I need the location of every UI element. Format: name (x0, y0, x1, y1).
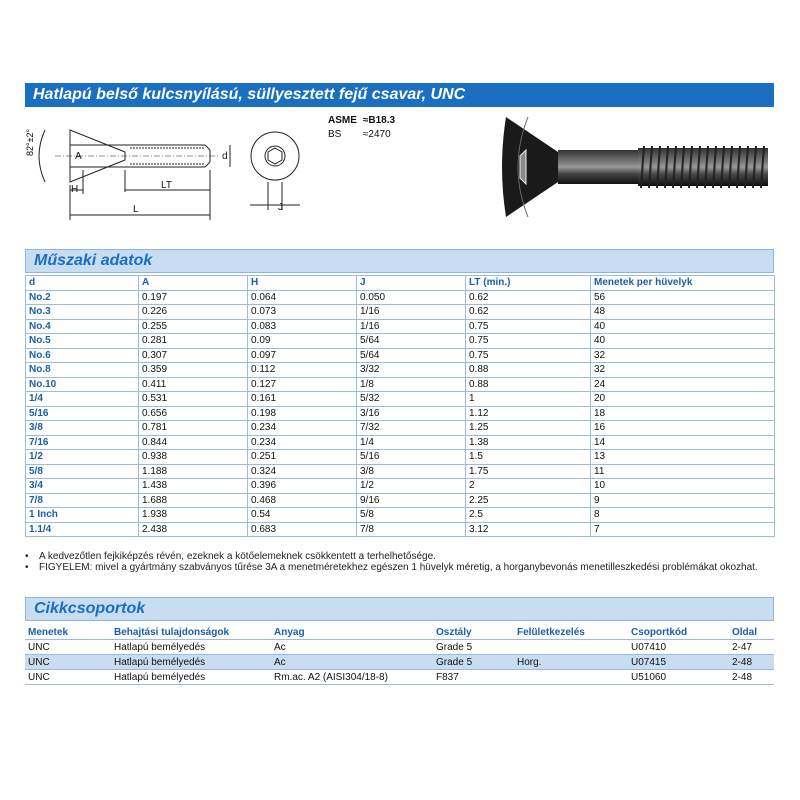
label-d: d (222, 151, 228, 162)
groups-body (25, 640, 774, 685)
group-cell: Hatlapú bemélyedés (111, 670, 271, 685)
tech-header-row (26, 276, 775, 291)
table-row (26, 305, 775, 320)
table-cell: 1/16 (357, 319, 466, 334)
table-row (26, 435, 775, 450)
table-cell: 1/4 (357, 435, 466, 450)
table-cell: 0.938 (139, 450, 248, 465)
table-cell: 0.307 (139, 348, 248, 363)
table-cell: 0.064 (248, 290, 357, 305)
table-cell: No.4 (26, 319, 139, 334)
table-cell: 0.234 (248, 421, 357, 436)
table-row (26, 348, 775, 363)
col-anyag: Anyag (271, 625, 433, 640)
table-cell: 32 (591, 363, 775, 378)
group-cell: Horg. (514, 655, 628, 670)
group-cell (514, 670, 628, 685)
table-cell: 56 (591, 290, 775, 305)
col-behajtas: Behajtási tulajdonságok (111, 625, 271, 640)
table-cell: 1.188 (139, 464, 248, 479)
table-row (26, 363, 775, 378)
col-h: H (248, 276, 357, 291)
table-cell: 1.1/4 (26, 522, 139, 537)
label-a: A (75, 151, 82, 162)
table-cell: 0.127 (248, 377, 357, 392)
tech-table (25, 275, 775, 537)
table-cell: 1/2 (357, 479, 466, 494)
table-cell: 0.281 (139, 334, 248, 349)
note-2: FIGYELEM: mivel a gyártmány szabványos tűrése 3A a menetméretekhez egészen 1 hüvelyk méretig, a horganybevonás menetilleszkedési problémákat okozhat. (39, 562, 758, 573)
standard-value: ≈B18.3 (362, 115, 396, 126)
col-tpi: Menetek per hüvelyk (591, 276, 775, 291)
table-cell: 0.197 (139, 290, 248, 305)
table-cell: 0.88 (466, 363, 591, 378)
table-row (26, 493, 775, 508)
table-row (26, 421, 775, 436)
table-cell: No.6 (26, 348, 139, 363)
table-row (26, 392, 775, 407)
table-cell: 2.25 (466, 493, 591, 508)
table-cell: 5/16 (357, 450, 466, 465)
table-cell: 0.324 (248, 464, 357, 479)
col-menetek: Menetek (25, 625, 111, 640)
group-cell: U51060 (628, 670, 729, 685)
label-h: H (71, 184, 79, 195)
label-j: J (278, 202, 283, 213)
group-cell: UNC (25, 655, 111, 670)
table-cell: 0.255 (139, 319, 248, 334)
table-cell: 0.781 (139, 421, 248, 436)
col-csoportkod: Csoportkód (628, 625, 729, 640)
table-cell: 8 (591, 508, 775, 523)
tech-body (26, 290, 775, 537)
table-cell: 1/8 (357, 377, 466, 392)
group-cell: 2-47 (729, 640, 774, 655)
table-cell: 3/32 (357, 363, 466, 378)
table-row (26, 406, 775, 421)
table-row (26, 334, 775, 349)
standard-row (328, 115, 399, 127)
col-osztaly: Osztály (433, 625, 514, 640)
table-cell: 48 (591, 305, 775, 320)
table-cell: 1.38 (466, 435, 591, 450)
table-cell: 20 (591, 392, 775, 407)
table-cell: 24 (591, 377, 775, 392)
group-row (25, 640, 774, 655)
table-cell: 0.050 (357, 290, 466, 305)
table-cell: 7/16 (26, 435, 139, 450)
group-cell (514, 640, 628, 655)
table-cell: 0.844 (139, 435, 248, 450)
table-cell: 0.468 (248, 493, 357, 508)
group-row (25, 670, 774, 685)
notes: • A kedvezőtlen fejkiképzés révén, ezeknek a kötőelemeknek csökkentett a terhelhetősége. • FIGYELEM: mivel a gyártmány szabványos tűrése 3A a menetméretekhez egészen 1 hüvelyk méretig, a horganybevonás menetilleszkedési problémákat okozhat. (25, 551, 758, 573)
table-cell: 1/2 (26, 450, 139, 465)
table-cell: No.3 (26, 305, 139, 320)
angle-label: 82°±2° (25, 128, 35, 156)
table-cell: 0.411 (139, 377, 248, 392)
table-cell: 9/16 (357, 493, 466, 508)
col-a: A (139, 276, 248, 291)
table-cell: 0.359 (139, 363, 248, 378)
table-cell: 40 (591, 319, 775, 334)
screw-photo (498, 112, 773, 222)
table-cell: 1/16 (357, 305, 466, 320)
table-cell: 2 (466, 479, 591, 494)
table-cell: No.2 (26, 290, 139, 305)
table-row (26, 479, 775, 494)
table-cell: 3/8 (357, 464, 466, 479)
label-lt: LT (161, 180, 172, 191)
col-oldal: Oldal (729, 625, 774, 640)
table-cell: 0.198 (248, 406, 357, 421)
table-cell: 3/8 (26, 421, 139, 436)
table-cell: 0.531 (139, 392, 248, 407)
group-cell: U07410 (628, 640, 729, 655)
table-cell: 3.12 (466, 522, 591, 537)
table-cell: 1.75 (466, 464, 591, 479)
group-cell: Hatlapú bemélyedés (111, 655, 271, 670)
table-cell: 1/4 (26, 392, 139, 407)
standards-table (326, 113, 401, 143)
table-cell: 13 (591, 450, 775, 465)
table-cell: 0.54 (248, 508, 357, 523)
group-cell: Ac (271, 640, 433, 655)
tech-heading: Műszaki adatok (25, 249, 774, 273)
table-cell: 16 (591, 421, 775, 436)
table-cell: 0.234 (248, 435, 357, 450)
table-cell: 32 (591, 348, 775, 363)
table-cell: 40 (591, 334, 775, 349)
table-cell: 18 (591, 406, 775, 421)
table-cell: 0.251 (248, 450, 357, 465)
table-cell: 0.097 (248, 348, 357, 363)
table-cell: 0.161 (248, 392, 357, 407)
standard-row (328, 129, 399, 141)
table-cell: 0.62 (466, 305, 591, 320)
table-cell: 1.12 (466, 406, 591, 421)
table-row (26, 508, 775, 523)
group-cell: U07415 (628, 655, 729, 670)
note-1: A kedvezőtlen fejkiképzés révén, ezeknek a kötőelemeknek csökkentett a terhelhetősége. (39, 551, 436, 562)
table-cell: 1.688 (139, 493, 248, 508)
table-cell: 7/32 (357, 421, 466, 436)
table-row (26, 464, 775, 479)
group-cell: Ac (271, 655, 433, 670)
col-lt: LT (min.) (466, 276, 591, 291)
table-cell: 0.073 (248, 305, 357, 320)
table-cell: 0.88 (466, 377, 591, 392)
label-l: L (133, 204, 139, 215)
table-cell: 3/4 (26, 479, 139, 494)
col-d: d (26, 276, 139, 291)
table-cell: 5/32 (357, 392, 466, 407)
table-cell: 1.438 (139, 479, 248, 494)
table-cell: No.10 (26, 377, 139, 392)
table-cell: 0.083 (248, 319, 357, 334)
table-cell: 7/8 (26, 493, 139, 508)
group-cell: Grade 5 (433, 640, 514, 655)
table-cell: 0.112 (248, 363, 357, 378)
group-cell: UNC (25, 670, 111, 685)
page-title: Hatlapú belső kulcsnyílású, süllyesztett fejű csavar, UNC (25, 83, 774, 107)
groups-heading: Cikkcsoportok (25, 597, 774, 621)
table-cell: 0.75 (466, 348, 591, 363)
group-cell: Grade 5 (433, 655, 514, 670)
groups-header-row (25, 625, 774, 640)
table-cell: 1 Inch (26, 508, 139, 523)
table-cell: 0.09 (248, 334, 357, 349)
table-cell: 1 (466, 392, 591, 407)
table-row (26, 377, 775, 392)
table-cell: 3/16 (357, 406, 466, 421)
table-cell: 1.25 (466, 421, 591, 436)
col-j: J (357, 276, 466, 291)
table-cell: 2.438 (139, 522, 248, 537)
table-cell: 7 (591, 522, 775, 537)
table-cell: 1.938 (139, 508, 248, 523)
table-cell: 0.226 (139, 305, 248, 320)
group-cell: Hatlapú bemélyedés (111, 640, 271, 655)
table-row (26, 522, 775, 537)
table-row (26, 450, 775, 465)
table-row (26, 319, 775, 334)
table-cell: 0.683 (248, 522, 357, 537)
group-cell: UNC (25, 640, 111, 655)
table-cell: 5/8 (26, 464, 139, 479)
standard-value: ≈2470 (362, 129, 391, 140)
table-cell: 1.5 (466, 450, 591, 465)
table-cell: 5/16 (26, 406, 139, 421)
groups-table (25, 625, 774, 685)
technical-drawing (25, 110, 315, 225)
table-cell: 0.75 (466, 319, 591, 334)
standard-name: BS (328, 129, 342, 140)
table-cell: 0.396 (248, 479, 357, 494)
table-cell: No.8 (26, 363, 139, 378)
table-cell: 5/64 (357, 348, 466, 363)
table-cell: 0.62 (466, 290, 591, 305)
table-cell: 10 (591, 479, 775, 494)
group-row (25, 655, 774, 670)
table-cell: 2.5 (466, 508, 591, 523)
table-cell: 11 (591, 464, 775, 479)
table-cell: 5/8 (357, 508, 466, 523)
table-cell: 0.75 (466, 334, 591, 349)
group-cell: 2-48 (729, 670, 774, 685)
table-cell: 7/8 (357, 522, 466, 537)
table-row (26, 290, 775, 305)
table-cell: No.5 (26, 334, 139, 349)
group-cell: Rm.ac. A2 (AISI304/18-8) (271, 670, 433, 685)
table-cell: 0.656 (139, 406, 248, 421)
group-cell: F837 (433, 670, 514, 685)
table-cell: 9 (591, 493, 775, 508)
table-cell: 14 (591, 435, 775, 450)
col-felulet: Felületkezelés (514, 625, 628, 640)
group-cell: 2-48 (729, 655, 774, 670)
standard-name: ASME (328, 115, 357, 126)
table-cell: 5/64 (357, 334, 466, 349)
